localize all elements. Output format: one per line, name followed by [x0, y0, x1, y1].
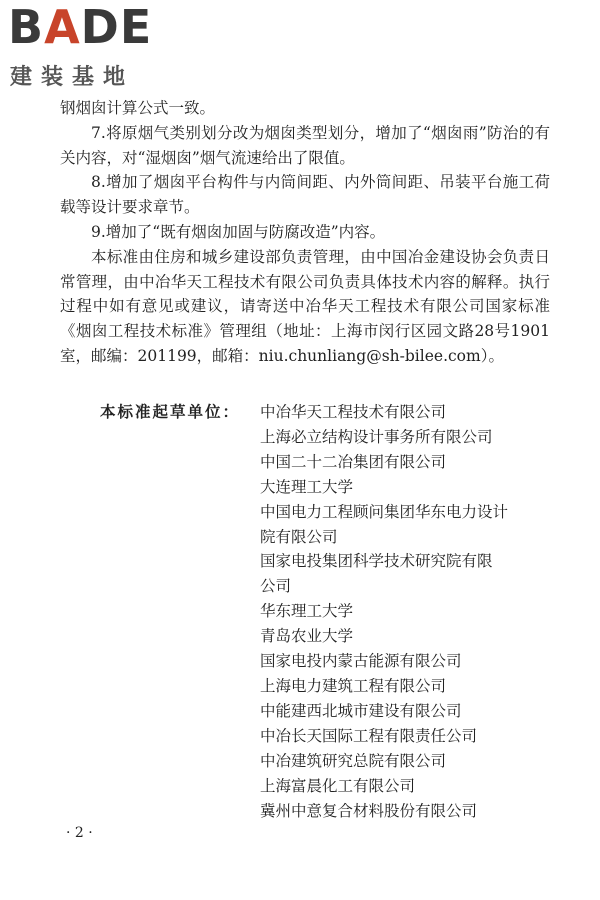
drafting-unit: 中冶长天国际工程有限责任公司 [260, 726, 478, 745]
drafting-unit: 冀州中意复合材料股份有限公司 [260, 801, 478, 820]
drafting-unit: 公司 [260, 577, 292, 596]
drafting-unit: 上海富晨化工有限公司 [260, 776, 416, 795]
drafting-units-label: 本标准起草单位： [100, 402, 241, 421]
drafting-unit: 大连理工大学 [260, 477, 354, 496]
page-number: · 2 · [66, 825, 93, 841]
logo-letters-de: DE [80, 0, 153, 54]
drafting-unit: 中冶建筑研究总院有限公司 [260, 751, 447, 770]
paragraph: 8.增加了烟囱平台构件与内筒间距、内外筒间距、吊装平台施工荷载等设计要求章节。 [60, 173, 550, 217]
drafting-unit: 国家电投内蒙古能源有限公司 [260, 652, 462, 671]
publisher-logo [8, 0, 178, 90]
logo-letter-b: B [8, 0, 45, 54]
drafting-unit: 中冶华天工程技术有限公司 [260, 403, 447, 421]
drafting-unit: 中国二十二冶集团有限公司 [260, 452, 447, 471]
drafting-unit: 中国电力工程顾问集团华东电力设计 [260, 502, 509, 521]
drafting-unit: 青岛农业大学 [260, 627, 354, 646]
paragraph: 9.增加了“既有烟囱加固与防腐改造”内容。 [91, 222, 386, 241]
logo-subtitle: 建装基地 [10, 65, 135, 90]
drafting-unit: 中能建西北城市建设有限公司 [260, 701, 462, 720]
body-text [60, 96, 550, 369]
paragraph: 本标准由住房和城乡建设部负责管理，由中国冶金建设协会负责日常管理，由中冶华天工程技术有限公司负责具体技术内容的解释。执行过程中如有意见或建议，请寄送中冶华天工程技术有限公司国家标准《烟囱工程技术标准》管理组（地址：上海市闵行区园文路28号1901室，邮编：201199，邮箱：niu.chunliang@sh-bilee.com）。 [60, 247, 550, 365]
logo-letter-a: A [44, 0, 81, 54]
drafting-unit: 院有限公司 [260, 527, 338, 546]
drafting-units-list [260, 400, 560, 823]
drafting-unit: 华东理工大学 [260, 602, 354, 621]
drafting-unit: 国家电投集团科学技术研究院有限 [260, 552, 493, 571]
drafting-unit: 上海电力建筑工程有限公司 [260, 676, 447, 695]
drafting-unit: 上海必立结构设计事务所有限公司 [260, 427, 493, 446]
logo-wordmark [8, 0, 153, 54]
paragraph: 7.将原烟气类别划分改为烟囱类型划分，增加了“烟囱雨”防治的有关内容，对“湿烟囱”烟气流速给出了限值。 [60, 123, 550, 167]
paragraph: 钢烟囱计算公式一致。 [60, 99, 216, 117]
